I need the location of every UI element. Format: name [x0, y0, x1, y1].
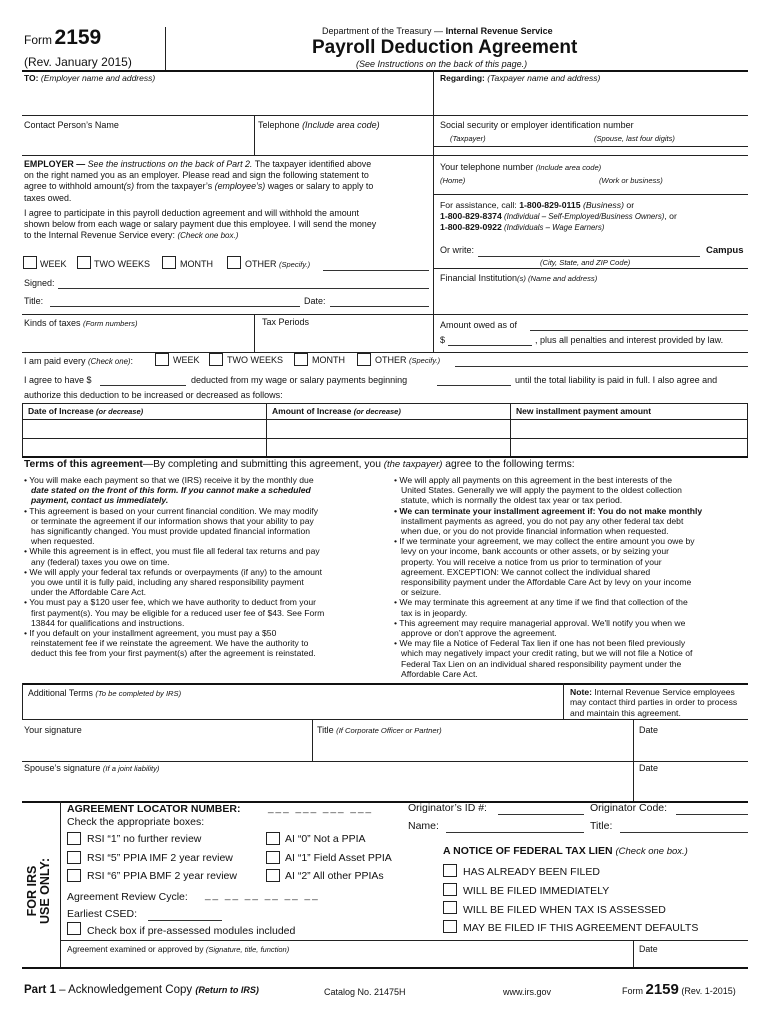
- paid-week-checkbox[interactable]: [155, 353, 169, 366]
- originator-code-line[interactable]: [676, 814, 748, 815]
- or-write-label: Or write:: [440, 245, 475, 255]
- paid-every-label: I am paid every (Check one):: [24, 356, 134, 366]
- terms-left-line: payment, contact us immediately.: [31, 495, 169, 506]
- rsi1-checkbox[interactable]: [67, 832, 81, 845]
- amount-of-increase-header: Amount of Increase (or decrease): [272, 406, 401, 416]
- campus-label: Campus: [706, 245, 744, 256]
- rsi5-checkbox[interactable]: [67, 851, 81, 864]
- paid-month-label: MONTH: [312, 355, 345, 365]
- terms-left-line: first payment(s). You may be eligible for a reduced user fee of $43. See Form: [31, 607, 325, 618]
- your-signature-label: Your signature: [24, 725, 82, 735]
- home-phone-hint: (Home): [440, 176, 466, 185]
- terms-right-line: agreement. EXCEPTION: We cannot collect the individual shared: [401, 566, 651, 577]
- terms-left-line: date stated on the front of this form. If you cannot make a scheduled: [31, 485, 311, 496]
- lien-heading: A NOTICE OF FEDERAL TAX LIEN (Check one box.): [443, 845, 688, 857]
- paid-week-label: WEEK: [173, 355, 200, 365]
- terms-right-line: • We will apply all payments on this agreement in the best interests of the: [394, 475, 672, 485]
- irs-name-label: Name:: [408, 820, 439, 832]
- date-of-increase-header: Date of Increase (or decrease): [28, 406, 144, 416]
- ai0-label: AI “0” Not a PPIA: [285, 833, 366, 845]
- terms-right-line: • If we terminate your agreement, we may collect the entire amount you owe by: [394, 536, 695, 547]
- terms-right-line: • We may terminate this agreement at any time if we find that collection of the: [394, 597, 688, 608]
- footer-website: www.irs.gov: [503, 987, 552, 997]
- employer-instructions: EMPLOYER — See the instructions on the back of Part 2. The taxpayer identified above on the right named you as an employer. Please read and sign the following statement to agree to withhold amount(s) from the taxpayer’s (employee’s) wages or salary to apply to taxes owed. I agree to participate in this payroll deduction agreement and will withhold the amount shown below from each wage or salary payment due this employee. I will send the money to the Internal Revenue Service every: (Check one box.): [24, 159, 377, 241]
- employer-other-checkbox[interactable]: [227, 256, 241, 269]
- irs-title-label: Title:: [590, 820, 613, 832]
- irs-use-only-label: FOR IRS USE ONLY:: [25, 858, 52, 924]
- paid-other-checkbox[interactable]: [357, 353, 371, 366]
- check-boxes-label: Check the appropriate boxes:: [67, 816, 205, 828]
- lien-already-filed-checkbox[interactable]: [443, 864, 457, 877]
- agree-line-part3: until the total liability is paid in full. I also agree and: [515, 375, 718, 385]
- lien-immediately-label: WILL BE FILED IMMEDIATELY: [463, 885, 610, 897]
- earliest-csed-label: Earliest CSED:: [67, 908, 138, 920]
- additional-terms-label: Additional Terms (To be completed by IRS): [28, 688, 182, 698]
- lien-if-defaults-label: MAY BE FILED IF THIS AGREEMENT DEFAULTS: [463, 922, 699, 934]
- terms-right-line: • We may file a Notice of Federal Tax lien if one has not been filed previously: [394, 638, 686, 649]
- employer-date-line[interactable]: [330, 306, 429, 307]
- ssn-taxpayer-hint: (Taxpayer): [450, 134, 486, 143]
- review-cycle-field[interactable]: __ __ __ __ __ __: [205, 890, 320, 901]
- form-revision: (Rev. January 2015): [24, 55, 132, 69]
- department-line: Department of the Treasury — Internal Revenue Service: [322, 26, 553, 36]
- increase-row-2[interactable]: [23, 439, 747, 455]
- instructions-note: (See Instructions on the back of this page.): [356, 59, 528, 69]
- assistance-phones: For assistance, call: 1-800-829-0115 (Business) or 1-800-829-8374 (Individual – Self-Employed/Business Owners), or 1-800-829-0922 (Individuals – Wage Earners): [440, 200, 677, 232]
- tax-periods-label: Tax Periods: [262, 317, 310, 327]
- footer-form-number: Form 2159 (Rev. 1-2015): [622, 981, 736, 998]
- spouse-signature-field[interactable]: [24, 776, 624, 796]
- increase-row-1[interactable]: [23, 420, 747, 437]
- form-number: Form 2159: [24, 26, 102, 49]
- regarding-label: Regarding: (Taxpayer name and address): [440, 73, 601, 83]
- paid-other-specify-line[interactable]: [455, 366, 748, 367]
- employer-month-label: MONTH: [180, 259, 213, 269]
- rsi1-label: RSI “1” no further review: [87, 833, 202, 845]
- terms-right-column: [394, 475, 754, 679]
- terms-right-line: approve or don’t approve the agreement.: [401, 628, 557, 639]
- terms-right-line: Federal Tax Lien on an individual shared responsibility payment under the: [401, 658, 682, 669]
- employer-title-label: Title:: [24, 296, 44, 306]
- work-phone-hint: (Work or business): [599, 176, 663, 185]
- signature-date-label: Date: [639, 725, 659, 735]
- employer-month-checkbox[interactable]: [162, 256, 176, 269]
- terms-left-line: • While this agreement is in effect, you must file all federal tax returns and pay: [24, 546, 320, 557]
- irs-name-line[interactable]: [446, 832, 584, 833]
- terms-right-line: Affordable Care Act.: [401, 668, 478, 679]
- your-signature-field[interactable]: [24, 737, 309, 757]
- terms-left-line: has significantly changed. You must provide updated financial information: [31, 526, 310, 537]
- employer-week-label: WEEK: [40, 259, 67, 269]
- earliest-csed-line[interactable]: [148, 920, 222, 921]
- terms-right-line: which may negatively impact your credit rating, but we will not file a Notice of: [401, 648, 693, 659]
- originator-id-label: Originator’s ID #:: [408, 802, 487, 814]
- locator-number-field[interactable]: ___ ___ ___ ___: [268, 803, 374, 814]
- employer-other-specify-line[interactable]: [323, 270, 429, 271]
- originator-code-label: Originator Code:: [590, 802, 668, 814]
- signed-label: Signed:: [24, 278, 55, 288]
- employer-date-label: Date:: [304, 296, 326, 306]
- examined-date-label: Date: [639, 944, 658, 954]
- terms-right-line: installment payments as agreed, you do not pay any other federal tax debt: [401, 515, 684, 526]
- terms-right-line: • This agreement may require managerial approval. We'll notify you when we: [394, 617, 686, 628]
- preassessed-label: Check box if pre-assessed modules included: [87, 925, 296, 937]
- employer-other-label: OTHER (Specify.): [245, 259, 311, 269]
- irs-title-line[interactable]: [620, 832, 748, 833]
- employer-two-weeks-checkbox[interactable]: [77, 256, 91, 269]
- form-title: Payroll Deduction Agreement: [312, 37, 578, 58]
- spouse-signature-label: Spouse’s signature (If a joint liability): [24, 763, 160, 773]
- terms-left-line: • If you default on your installment agreement, you must pay a $50: [24, 628, 277, 639]
- lien-immediately-checkbox[interactable]: [443, 883, 457, 896]
- paid-two-weeks-checkbox[interactable]: [209, 353, 223, 366]
- signed-line[interactable]: [58, 288, 429, 289]
- employer-title-line[interactable]: [50, 306, 300, 307]
- terms-right-line: • We can terminate your installment agreement if: You do not make monthly: [394, 505, 703, 516]
- review-cycle-label: Agreement Review Cycle:: [67, 891, 188, 903]
- rsi6-label: RSI “6” PPIA BMF 2 year review: [87, 870, 237, 882]
- terms-right-line: levy on your income, bank accounts or other assets, or by seizing your: [401, 546, 669, 557]
- new-installment-header: New installment payment amount: [516, 406, 652, 416]
- terms-left-line: under the Affordable Care Act.: [31, 587, 146, 598]
- amount-owed-label: Amount owed as of: [440, 320, 518, 330]
- terms-left-line: • You will make each payment so that we (IRS) receive it by the monthly due: [24, 475, 314, 485]
- terms-right-line: property. You will receive a notice from us prior to termination of your: [401, 556, 662, 567]
- terms-left-line: you owe until it is fully paid, including any shared responsibility payment: [31, 577, 304, 588]
- your-phone-label: Your telephone number (Include area code): [440, 162, 602, 172]
- to-label: TO: (Employer name and address): [24, 73, 156, 83]
- amount-owed-line[interactable]: [448, 345, 532, 346]
- ai1-checkbox[interactable]: [266, 851, 280, 864]
- terms-left-line: when requested.: [31, 536, 95, 547]
- terms-heading: Terms of this agreement—By completing and submitting this agreement, you (the taxpayer) agree to the following terms:: [24, 459, 575, 470]
- terms-left-line: deduct this fee from your first payment(s) after the agreement is reinstated.: [31, 648, 316, 659]
- or-write-line[interactable]: [478, 256, 700, 257]
- lien-if-defaults-checkbox[interactable]: [443, 920, 457, 933]
- preassessed-checkbox[interactable]: [67, 922, 81, 935]
- ai2-checkbox[interactable]: [266, 869, 280, 882]
- terms-left-line: 13844 for qualifications and instructions.: [31, 617, 185, 628]
- irs-contact-note: Note: Internal Revenue Service employees may contact third parties in order to process and maintain this agreement.: [570, 687, 738, 718]
- employer-two-weeks-label: TWO WEEKS: [94, 259, 150, 269]
- locator-label: AGREEMENT LOCATOR NUMBER:: [67, 803, 241, 815]
- terms-right-line: United States. Generally we will apply the payment to the oldest collection: [401, 485, 682, 496]
- deduction-amount-line[interactable]: [100, 385, 186, 386]
- ai0-checkbox[interactable]: [266, 832, 280, 845]
- lien-when-assessed-checkbox[interactable]: [443, 901, 457, 914]
- terms-right-line: statute, which is normally the oldest tax year or tax period.: [401, 495, 623, 506]
- agree-line-2: authorize this deduction to be increased or decreased as follows:: [24, 390, 283, 400]
- terms-left-line: • You must pay a $120 user fee, which we have authority to deduct from your: [24, 597, 317, 608]
- ssn-label: Social security or employer identification number: [440, 120, 634, 130]
- paid-other-label: OTHER (Specify.): [375, 355, 441, 365]
- terms-left-line: reinstatement fee if we reinstate the agreement. We have the authority to: [31, 638, 309, 649]
- footer-part: Part 1 – Acknowledgement Copy (Return to IRS): [24, 984, 259, 996]
- paid-month-checkbox[interactable]: [294, 353, 308, 366]
- employer-week-checkbox[interactable]: [23, 256, 37, 269]
- penalties-text: , plus all penalties and interest provided by law.: [535, 335, 724, 345]
- deduction-begin-date-line[interactable]: [437, 385, 511, 386]
- agree-line-part1: I agree to have $: [24, 375, 92, 385]
- kinds-of-taxes-label: Kinds of taxes (Form numbers): [24, 318, 138, 328]
- terms-left-column: [24, 475, 389, 659]
- amount-owed-dollar: $: [440, 335, 446, 345]
- rsi6-checkbox[interactable]: [67, 869, 81, 882]
- signer-title-label: Title (If Corporate Officer or Partner): [317, 725, 442, 735]
- terms-right-line: or seizure.: [401, 587, 442, 598]
- footer-catalog: Catalog No. 21475H: [324, 987, 406, 997]
- agree-line-part2: deducted from my wage or salary payments beginning: [191, 375, 408, 385]
- rsi5-label: RSI “5” PPIA IMF 2 year review: [87, 852, 233, 864]
- ai2-label: AI “2” All other PPIAs: [285, 870, 384, 882]
- lien-when-assessed-label: WILL BE FILED WHEN TAX IS ASSESSED: [463, 904, 666, 916]
- spouse-date-label: Date: [639, 763, 659, 773]
- contact-person-label: Contact Person’s Name: [24, 120, 119, 130]
- city-state-zip-hint: (City, State, and ZIP Code): [540, 258, 631, 267]
- examined-by-label: Agreement examined or approved by (Signature, title, function): [67, 944, 290, 954]
- terms-right-line: responsibility payment under the Affordable Care Act by levy on your income: [401, 577, 692, 588]
- terms-left-line: any (federal) taxes you owe on time.: [31, 556, 170, 567]
- paid-two-weeks-label: TWO WEEKS: [227, 355, 283, 365]
- terms-left-line: • We will apply your federal tax refunds or overpayments (if any) to the amount: [24, 566, 323, 577]
- originator-id-line[interactable]: [498, 814, 584, 815]
- financial-institution-label: Financial Institution(s) (Name and address): [440, 273, 598, 283]
- terms-right-line: when due, or you do not provide financial information when requested.: [401, 526, 669, 537]
- terms-left-line: or terminate the agreement if our information shows that your ability to pay: [31, 515, 314, 526]
- ai1-label: AI “1” Field Asset PPIA: [285, 852, 392, 864]
- telephone-label: Telephone (Include area code): [258, 120, 380, 130]
- amount-owed-date-line[interactable]: [530, 330, 748, 331]
- lien-already-filed-label: HAS ALREADY BEEN FILED: [463, 866, 600, 878]
- terms-right-line: tax is in jeopardy.: [401, 607, 468, 618]
- terms-left-line: • This agreement is based on your current financial condition. We may modify: [24, 505, 319, 516]
- ssn-spouse-hint: (Spouse, last four digits): [594, 134, 675, 143]
